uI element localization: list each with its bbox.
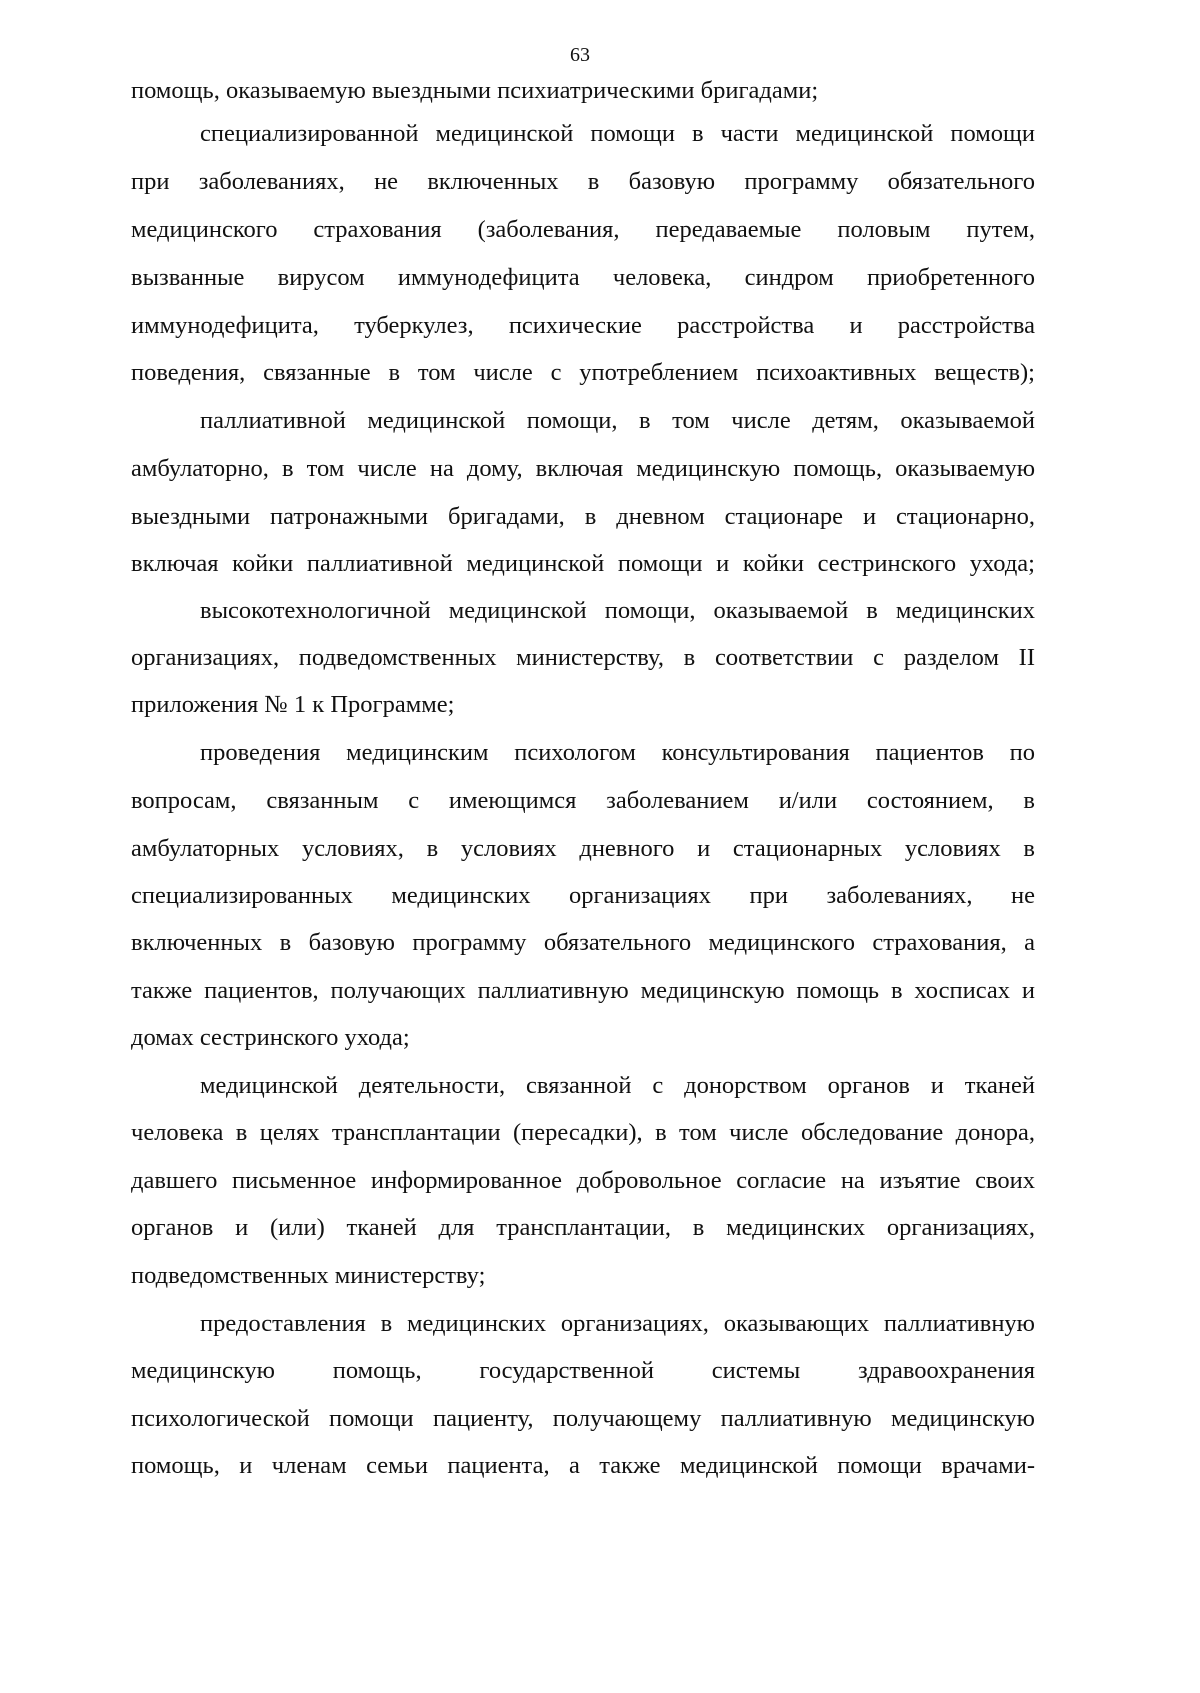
text-line: человека в целях трансплантации (пересадки), в том числе обследование донора, [131, 1119, 1035, 1146]
text-line: помощь, оказываемую выездными психиатрическими бригадами; [131, 77, 819, 104]
text-line: амбулаторных условиях, в условиях дневного и стационарных условиях в [131, 835, 1035, 862]
text-line: психологической помощи пациенту, получающему паллиативную медицинскую [131, 1405, 1035, 1432]
text-line: проведения медицинским психологом консультирования пациентов по [200, 739, 1035, 766]
text-line: включенных в базовую программу обязательного медицинского страхования, а [131, 929, 1035, 956]
text-line: давшего письменное информированное добровольное согласие на изъятие своих [131, 1167, 1035, 1194]
text-line: предоставления в медицинских организациях, оказывающих паллиативную [200, 1310, 1035, 1337]
text-line: вызванные вирусом иммунодефицита человека, синдром приобретенного [131, 264, 1035, 291]
text-line: подведомственных министерству; [131, 1262, 486, 1289]
text-line: иммунодефицита, туберкулез, психические расстройства и расстройства [131, 312, 1035, 339]
text-line: специализированной медицинской помощи в части медицинской помощи [200, 120, 1035, 147]
text-line: включая койки паллиативной медицинской помощи и койки сестринского ухода; [131, 550, 1035, 577]
text-line: специализированных медицинских организациях при заболеваниях, не [131, 882, 1035, 909]
text-line: высокотехнологичной медицинской помощи, оказываемой в медицинских [200, 597, 1035, 624]
text-line: помощь, и членам семьи пациента, а также медицинской помощи врачами- [131, 1452, 1035, 1479]
text-line: медицинскую помощь, государственной системы здравоохранения [131, 1357, 1035, 1384]
text-line: паллиативной медицинской помощи, в том числе детям, оказываемой [200, 407, 1035, 434]
text-line: поведения, связанные в том числе с употреблением психоактивных веществ); [131, 359, 1035, 386]
text-line: при заболеваниях, не включенных в базовую программу обязательного [131, 168, 1035, 195]
text-line: вопросам, связанным с имеющимся заболеванием и/или состоянием, в [131, 787, 1035, 814]
text-line: домах сестринского ухода; [131, 1024, 410, 1051]
page-number: 63 [570, 44, 590, 66]
text-line: приложения № 1 к Программе; [131, 691, 455, 718]
text-line: также пациентов, получающих паллиативную медицинскую помощь в хосписах и [131, 977, 1035, 1004]
text-line: амбулаторно, в том числе на дому, включая медицинскую помощь, оказываемую [131, 455, 1035, 482]
text-line: организациях, подведомственных министерству, в соответствии с разделом II [131, 644, 1035, 671]
text-line: органов и (или) тканей для трансплантации, в медицинских организациях, [131, 1214, 1035, 1241]
text-line: медицинского страхования (заболевания, передаваемые половым путем, [131, 216, 1035, 243]
text-line: медицинской деятельности, связанной с донорством органов и тканей [200, 1072, 1035, 1099]
text-line: выездными патронажными бригадами, в дневном стационаре и стационарно, [131, 503, 1035, 530]
